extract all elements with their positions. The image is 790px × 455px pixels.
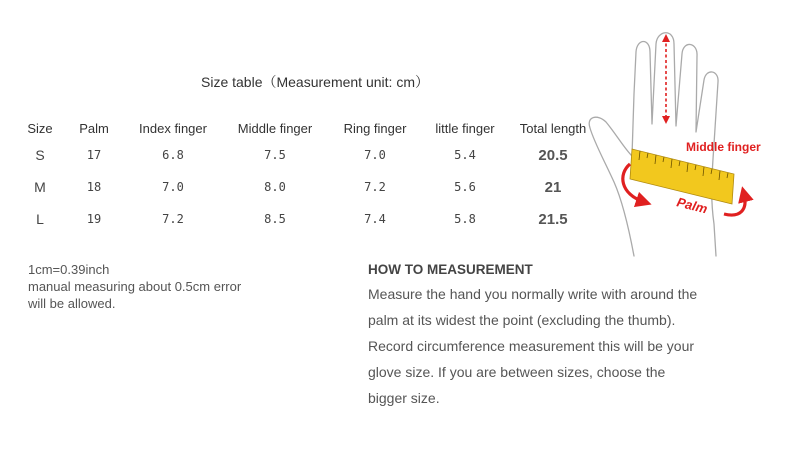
table-row: [18, 203, 596, 235]
size-table-title: Size table（Measurement unit: cm）: [201, 74, 429, 90]
note-line-conversion: 1cm=0.39inch: [28, 262, 110, 277]
cell-size: M: [34, 179, 46, 195]
how-to-heading: HOW TO MEASUREMENT: [368, 262, 533, 277]
table-row: [18, 139, 596, 171]
cell-ring: 7.0: [364, 148, 386, 162]
cell-palm: 17: [86, 148, 102, 162]
cell-palm: 18: [86, 180, 102, 194]
cell-middle: 8.5: [264, 212, 286, 226]
palm-label: Palm: [675, 194, 710, 217]
cell-index: 6.8: [162, 148, 184, 162]
note-line-allowed: will be allowed.: [28, 296, 116, 311]
how-to-instructions: Measure the hand you normally write with around the palm at its widest the point (excluding the thumb). Record circumference measurement this will be your glove size. If you are between sizes, choose the bigger size.: [368, 286, 698, 406]
conversion-note: [28, 261, 328, 312]
header-size: Size: [27, 120, 53, 136]
header-index-finger: Index finger: [139, 120, 207, 136]
cell-total: 21: [544, 178, 562, 196]
hand-measurement-diagram: [584, 24, 784, 264]
cell-ring: 7.2: [364, 180, 386, 194]
header-middle-finger: Middle finger: [237, 120, 313, 136]
cell-middle: 8.0: [264, 180, 286, 194]
table-header-row: [18, 117, 596, 139]
table-row: [18, 171, 596, 203]
header-ring-finger: Ring finger: [343, 120, 407, 136]
cell-middle: 7.5: [264, 148, 286, 162]
cell-little: 5.4: [454, 148, 476, 162]
header-palm: Palm: [79, 120, 109, 136]
cell-little: 5.6: [454, 180, 476, 194]
cell-total: 21.5: [538, 210, 568, 228]
cell-palm: 19: [86, 212, 102, 226]
cell-index: 7.0: [162, 180, 184, 194]
note-line-error: manual measuring about 0.5cm error: [28, 279, 242, 294]
cell-little: 5.8: [454, 212, 476, 226]
cell-size: L: [36, 211, 44, 227]
cell-index: 7.2: [162, 212, 184, 226]
middle-finger-label: Middle finger: [686, 140, 761, 154]
cell-ring: 7.4: [364, 212, 386, 226]
header-total-length: Total length: [519, 120, 587, 136]
cell-total: 20.5: [538, 146, 568, 164]
how-to-measure-section: [368, 262, 708, 411]
header-little-finger: little finger: [435, 120, 495, 136]
cell-size: S: [35, 147, 45, 163]
size-table: [18, 117, 596, 235]
